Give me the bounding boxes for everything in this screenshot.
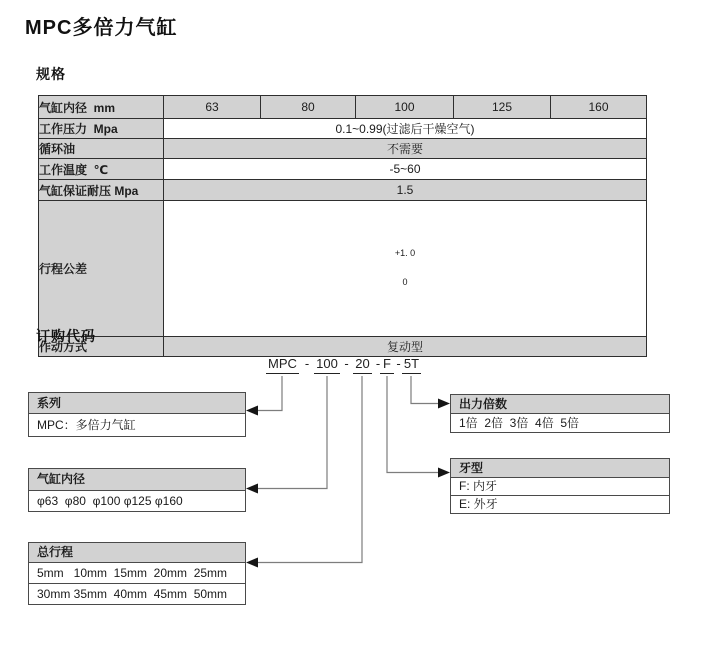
connector-bore bbox=[258, 376, 327, 489]
spec-section-heading: 规格 bbox=[36, 66, 66, 82]
table-row-temperature bbox=[39, 159, 647, 180]
stroke-box-row: 5mm 10mm 15mm 20mm 25mm bbox=[37, 566, 228, 580]
connector-stroke bbox=[258, 376, 362, 563]
table-row-proof-pressure bbox=[39, 180, 647, 201]
connector-output bbox=[411, 376, 438, 404]
arrow-left-series bbox=[246, 406, 258, 416]
order-code-separator: - bbox=[375, 356, 381, 371]
order-code-segment-stroke: 20 bbox=[353, 356, 372, 374]
connector-series bbox=[258, 376, 282, 411]
page-title: MPC多倍力气缸 bbox=[25, 17, 178, 39]
order-code-segment-bore: 100 bbox=[314, 356, 340, 374]
arrow-left-bore bbox=[246, 484, 258, 494]
table-row-action-type bbox=[39, 337, 647, 357]
table-row-pressure bbox=[39, 119, 647, 139]
spec-temperature-value: -5~60 bbox=[164, 159, 647, 180]
thread-type-box-header: 牙型 bbox=[451, 459, 669, 478]
spec-pressure-value: 0.1~0.99(过滤后干燥空气) bbox=[164, 119, 647, 139]
arrow-right-output bbox=[438, 399, 450, 409]
spec-proof-pressure-value: 1.5 bbox=[164, 180, 647, 201]
stroke-box bbox=[28, 542, 246, 605]
arrow-right-thread bbox=[438, 468, 450, 478]
spec-row-label: 工作压力 Mpa bbox=[39, 119, 164, 139]
spec-bore-63: 63 bbox=[164, 96, 261, 119]
series-box-row: MPC：多倍力气缸 bbox=[37, 418, 136, 432]
bore-box-header: 气缸内径 bbox=[29, 469, 245, 491]
order-code-separator: - bbox=[396, 356, 401, 371]
tolerance-upper: +1. 0 bbox=[394, 247, 416, 258]
output-multiplier-box bbox=[450, 394, 670, 433]
spec-bore-160: 160 bbox=[551, 96, 647, 119]
table-row-oil bbox=[39, 139, 647, 159]
spec-oil-value: 不需要 bbox=[164, 139, 647, 159]
series-box bbox=[28, 392, 246, 437]
spec-bore-80: 80 bbox=[261, 96, 356, 119]
order-code-segment-series: MPC bbox=[266, 356, 299, 374]
output-multiplier-box-header: 出力倍数 bbox=[451, 395, 669, 414]
order-code-segment-output: 5T bbox=[402, 356, 421, 374]
spec-action-type-value: 复动型 bbox=[164, 337, 647, 357]
stroke-box-header: 总行程 bbox=[29, 543, 245, 563]
spec-row-label: 行程公差 bbox=[39, 201, 164, 337]
bore-box-row: φ63 φ80 φ100 φ125 φ160 bbox=[37, 494, 183, 508]
spec-bore-100: 100 bbox=[356, 96, 454, 119]
stroke-box-row: 30mm 35mm 40mm 45mm 50mm bbox=[29, 583, 245, 604]
spec-row-label: 工作温度 ℃ bbox=[39, 159, 164, 180]
spec-stroke-tolerance-value bbox=[164, 201, 647, 337]
table-row-bore bbox=[39, 96, 647, 119]
order-code-segment-thread: F bbox=[380, 356, 394, 374]
tolerance-lower: 0 bbox=[402, 277, 408, 288]
series-box-header: 系列 bbox=[29, 393, 245, 414]
spec-table bbox=[38, 95, 647, 357]
thread-type-box-row: E: 外牙 bbox=[451, 495, 669, 513]
ordering-section-heading: 订购代码 bbox=[36, 328, 96, 344]
output-multiplier-box-row: 1倍 2倍 3倍 4倍 5倍 bbox=[459, 416, 580, 430]
spec-bore-125: 125 bbox=[454, 96, 551, 119]
thread-type-box bbox=[450, 458, 670, 514]
thread-type-box-row: F: 内牙 bbox=[459, 479, 497, 493]
bore-box bbox=[28, 468, 246, 512]
spec-row-label: 作动方式 bbox=[39, 337, 164, 357]
arrow-left-stroke bbox=[246, 558, 258, 568]
table-row-stroke-tolerance bbox=[39, 201, 647, 337]
connector-thread bbox=[387, 376, 438, 473]
order-code-separator: - bbox=[344, 356, 349, 371]
spec-row-label: 循环油 bbox=[39, 139, 164, 159]
order-code-separator: - bbox=[304, 356, 310, 371]
spec-row-label: 气缸内径 mm bbox=[39, 96, 164, 119]
spec-row-label: 气缸保证耐压 Mpa bbox=[39, 180, 164, 201]
